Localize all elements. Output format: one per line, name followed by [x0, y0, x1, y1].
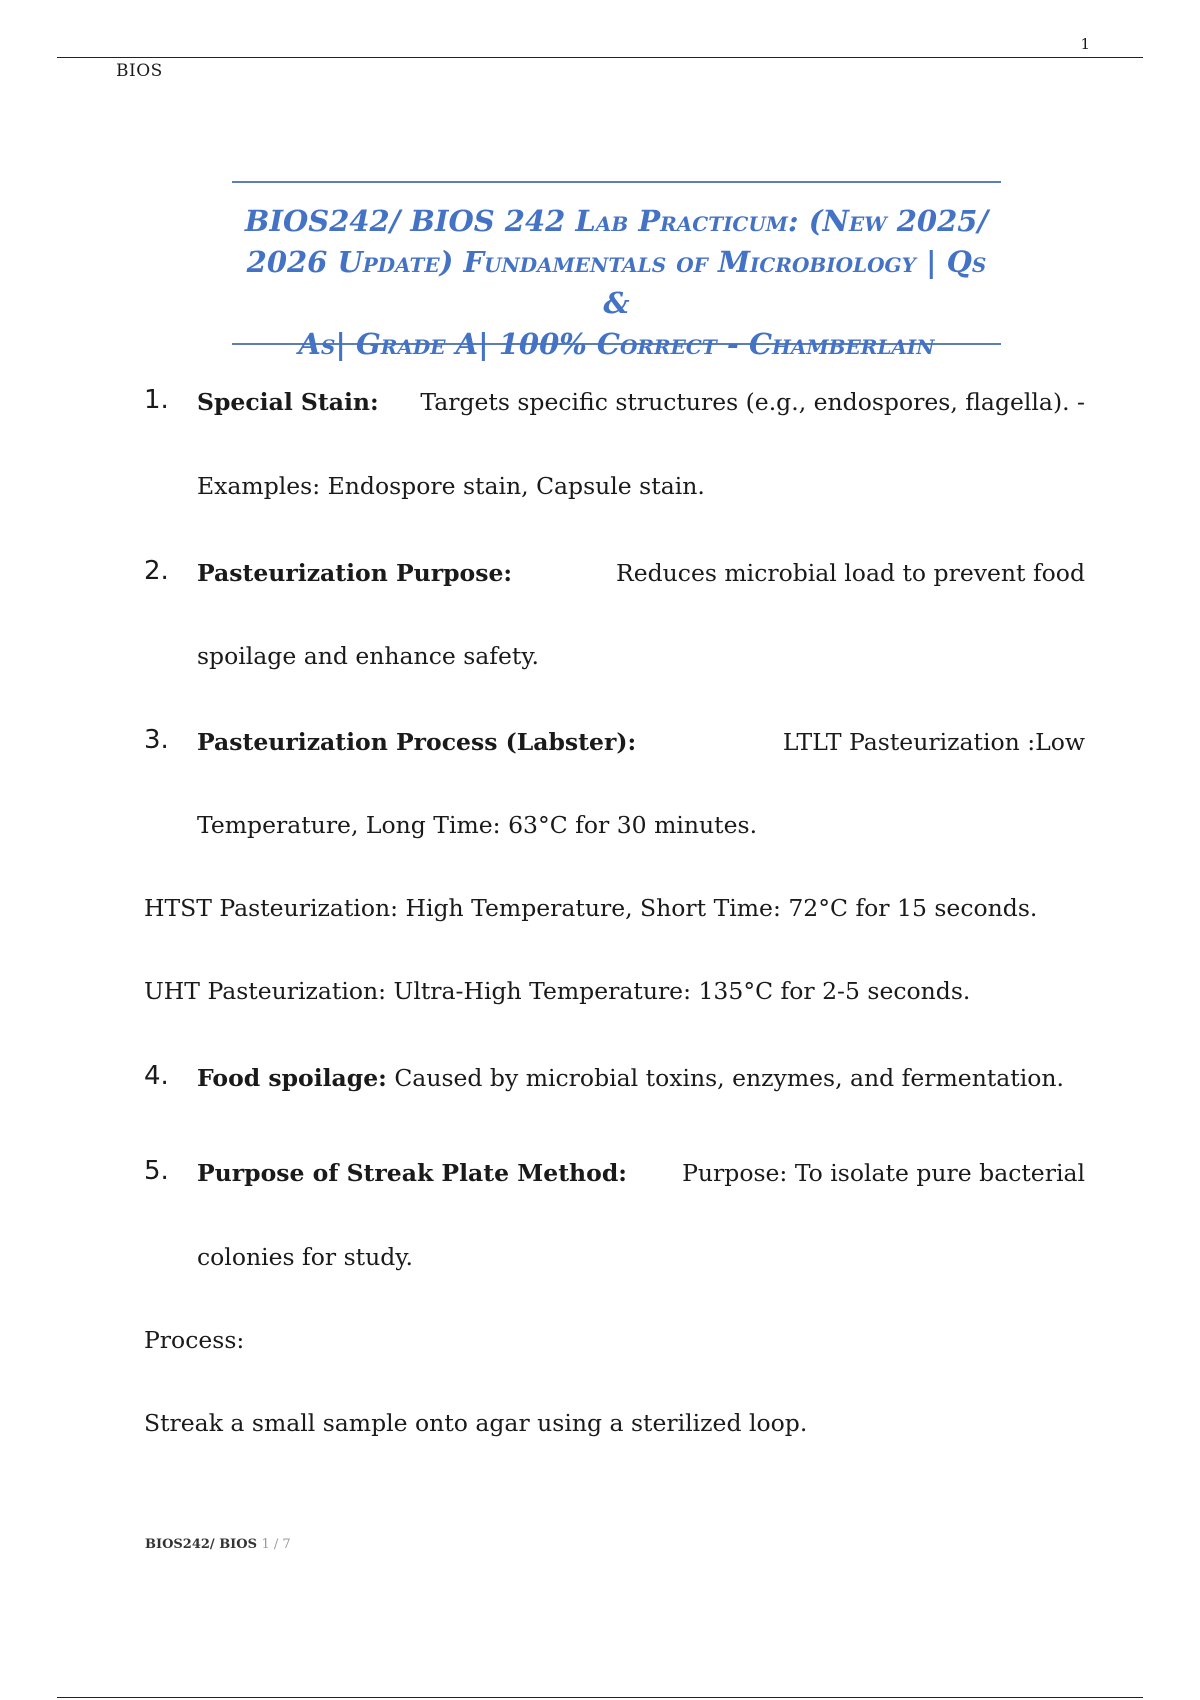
item-5-line-1: [197, 1159, 1085, 1187]
title-line-2: 2026 Update) Fundamentals of Microbiology | Qs &: [246, 245, 987, 320]
item-3-text: LTLT Pasteurization :Low: [782, 728, 1085, 756]
item-4-line-1: [197, 1064, 1064, 1092]
item-1-text: Targets specific structures (e.g., endospores, flagella). -: [420, 388, 1085, 416]
item-5-term: Purpose of Streak Plate Method:: [197, 1159, 627, 1187]
footer-page: 1 / 7: [261, 1537, 291, 1552]
title-line-1: BIOS242/ BIOS 242 Lab Practicum: (New 2025/: [244, 204, 989, 238]
page-footer: [145, 1537, 291, 1552]
item-5-line-2: colonies for study.: [197, 1243, 413, 1271]
item-1-line-2: Examples: Endospore stain, Capsule stain.: [197, 472, 705, 500]
item-3-term: Pasteurization Process (Labster):: [197, 728, 637, 756]
footer-rule: [57, 1697, 1143, 1698]
process-label: Process:: [144, 1326, 245, 1354]
header-rule: [57, 57, 1143, 58]
page-number: 1: [1080, 35, 1090, 53]
item-3-line-2: Temperature, Long Time: 63°C for 30 minutes.: [197, 811, 758, 839]
item-1-term: Special Stain:: [197, 388, 379, 416]
item-2-line-2: spoilage and enhance safety.: [197, 642, 539, 670]
item-5-text: Purpose: To isolate pure bacterial: [682, 1159, 1085, 1187]
item-2-term: Pasteurization Purpose:: [197, 559, 513, 587]
htst-paragraph: HTST Pasteurization: High Temperature, Short Time: 72°C for 15 seconds.: [144, 894, 1038, 922]
document-title: [232, 183, 1001, 365]
item-5-number: 5.: [144, 1156, 169, 1186]
item-4-term: Food spoilage:: [197, 1064, 387, 1092]
item-4-text: Caused by microbial toxins, enzymes, and fermentation.: [394, 1064, 1064, 1092]
item-3-line-1: [197, 728, 1085, 756]
item-1-line-1: [197, 388, 1085, 416]
item-3-number: 3.: [144, 725, 169, 755]
title-line-3: As| Grade A| 100% Correct - Chamberlain: [298, 327, 935, 361]
item-1-number: 1.: [144, 385, 169, 415]
item-2-number: 2.: [144, 556, 169, 586]
footer-label: BIOS242/ BIOS: [145, 1537, 257, 1552]
streak-paragraph: Streak a small sample onto agar using a sterilized loop.: [144, 1409, 808, 1437]
uht-paragraph: UHT Pasteurization: Ultra-High Temperature: 135°C for 2-5 seconds.: [144, 977, 971, 1005]
running-head: BIOS: [116, 61, 163, 81]
title-block: [232, 181, 1001, 361]
item-4-number: 4.: [144, 1061, 169, 1091]
item-2-line-1: [197, 559, 1085, 587]
item-2-text: Reduces microbial load to prevent food: [616, 559, 1085, 587]
